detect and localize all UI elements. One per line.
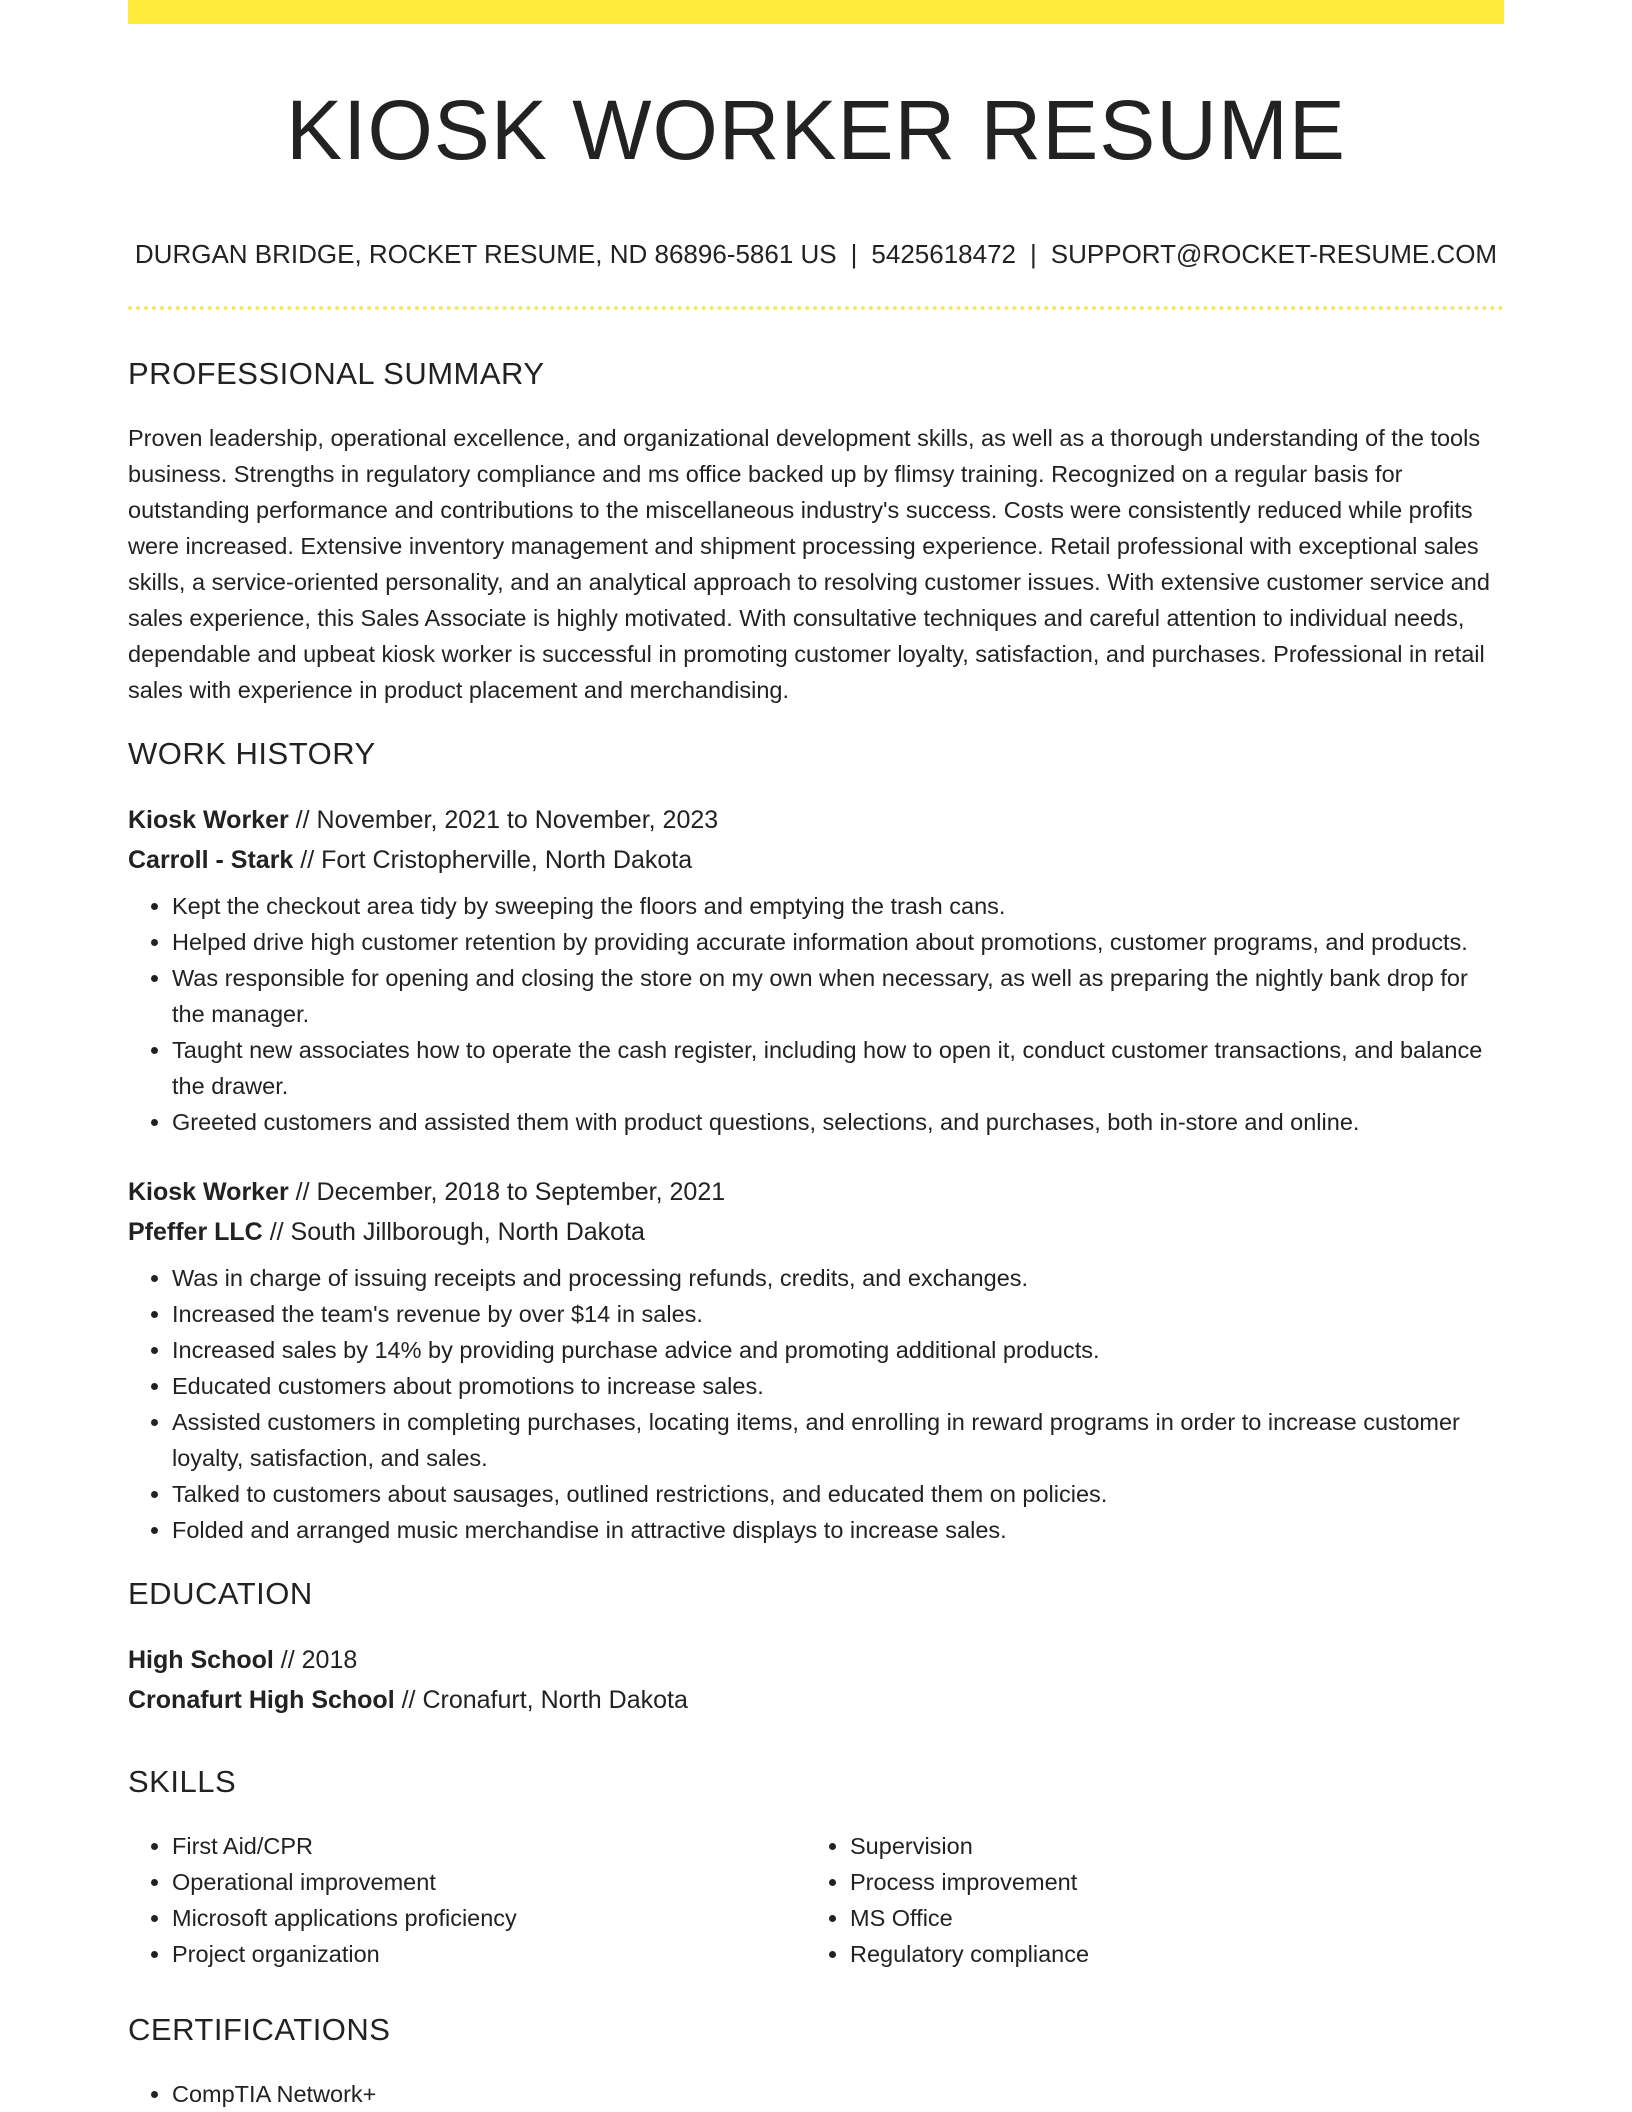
skills-right-list [806,1828,1484,1972]
job-bullets [128,888,1504,1140]
list-item: • Was in charge of issuing receipts and processing refunds, credits, and exchanges. [172,1260,1504,1296]
job-company: Pfeffer LLC [128,1218,263,1246]
list-item: • Greeted customers and assisted them with product questions, selections, and purchases, both in-store and online. [172,1104,1504,1140]
summary-text: Proven leadership, operational excellence, and organizational development skills, as well as a thorough understanding of the tools business. Strengths in regulatory compliance and ms office backed up by flimsy training. Recognized on a regular basis for outstanding performance and contributions to the miscellaneous industry's success. Costs were consistently reduced while profits were increased. Extensive inventory management and shipment processing experience. Retail professional with exceptional sales skills, a service-oriented personality, and an analytical approach to resolving customer issues. With extensive customer service and sales experience, this Sales Associate is highly motivated. With consultative techniques and careful attention to individual needs, dependable and upbeat kiosk worker is successful in promoting customer loyalty, satisfaction, and purchases. Professional in retail sales with experience in product placement and merchandising. [128,425,1490,703]
line-separator: // [280,1646,295,1674]
line-separator: // [295,806,310,834]
list-item: • Project organization [172,1936,806,1972]
job-dates: December, 2018 to September, 2021 [316,1178,726,1206]
job-company-line [128,1212,1504,1252]
list-item: • Helped drive high customer retention by providing accurate information about promotions, customer programs, and products. [172,924,1504,960]
list-item: • Educated customers about promotions to increase sales. [172,1368,1504,1404]
list-item: • MS Office [850,1900,1484,1936]
line-separator: // [300,846,315,874]
list-item: • Was responsible for opening and closing the store on my own when necessary, as well as preparing the nightly bank drop for the manager. [172,960,1504,1032]
list-item: • Regulatory compliance [850,1936,1484,1972]
job-title-line [128,800,1504,840]
job-dates: November, 2021 to November, 2023 [316,806,719,834]
resume-content [128,352,1504,2112]
line-separator: // [401,1686,416,1714]
skills-section [128,1760,1504,1972]
contact-line [128,236,1504,272]
email: SUPPORT@ROCKET-RESUME.COM [1050,239,1498,269]
education-location: Cronafurt, North Dakota [422,1686,688,1714]
education-school-line [128,1680,1504,1720]
job-company-line [128,840,1504,880]
job-entry [128,1172,1504,1548]
education-year: 2018 [301,1646,358,1674]
list-item: • Supervision [850,1828,1484,1864]
address: DURGAN BRIDGE, ROCKET RESUME, ND 86896-5861 US [134,239,837,269]
job-location: Fort Cristopherville, North Dakota [321,846,693,874]
section-heading: WORK HISTORY [128,736,376,771]
certifications-list [128,2076,1504,2112]
dotted-divider [128,306,1504,310]
list-item: • Microsoft applications proficiency [172,1900,806,1936]
job-title-line [128,1172,1504,1212]
list-item: • Kept the checkout area tidy by sweeping the floors and emptying the trash cans. [172,888,1504,924]
contact-separator: | [850,239,858,269]
list-item: • Operational improvement [172,1864,806,1900]
list-item: • CompTIA Network+ [172,2076,1504,2112]
list-item: • First Aid/CPR [172,1828,806,1864]
education-degree-line [128,1640,1504,1680]
list-item: • Assisted customers in completing purchases, locating items, and enrolling in reward programs in order to increase customer loyalty, satisfaction, and sales. [172,1404,1504,1476]
job-role: Kiosk Worker [128,1178,289,1206]
education-degree: High School [128,1646,274,1674]
job-company: Carroll - Stark [128,846,294,874]
section-heading: CERTIFICATIONS [128,2012,391,2047]
job-location: South Jillborough, North Dakota [290,1218,645,1246]
section-heading: SKILLS [128,1764,237,1799]
list-item: • Process improvement [850,1864,1484,1900]
list-item: • Folded and arranged music merchandise in attractive displays to increase sales. [172,1512,1504,1548]
work-history-section [128,732,1504,1548]
list-item: • Taught new associates how to operate the cash register, including how to open it, conduct customer transactions, and balance the drawer. [172,1032,1504,1104]
job-role: Kiosk Worker [128,806,289,834]
list-item: • Talked to customers about sausages, outlined restrictions, and educated them on policies. [172,1476,1504,1512]
section-heading: PROFESSIONAL SUMMARY [128,356,545,391]
list-item: • Increased the team's revenue by over $14 in sales. [172,1296,1504,1332]
skills-columns [128,1828,1504,1972]
certifications-section [128,2008,1504,2112]
phone: 5425618472 [871,239,1017,269]
summary-section [128,352,1504,708]
job-entry [128,800,1504,1140]
section-heading: EDUCATION [128,1576,313,1611]
accent-bar [128,0,1504,24]
job-bullets [128,1260,1504,1548]
education-section [128,1572,1504,1720]
resume-title: KIOSK WORKER RESUME [286,83,1346,177]
line-separator: // [269,1218,284,1246]
list-item: • Increased sales by 14% by providing purchase advice and promoting additional products. [172,1332,1504,1368]
skills-left-list [128,1828,806,1972]
education-school: Cronafurt High School [128,1686,395,1714]
line-separator: // [295,1178,310,1206]
contact-separator: | [1030,239,1037,269]
